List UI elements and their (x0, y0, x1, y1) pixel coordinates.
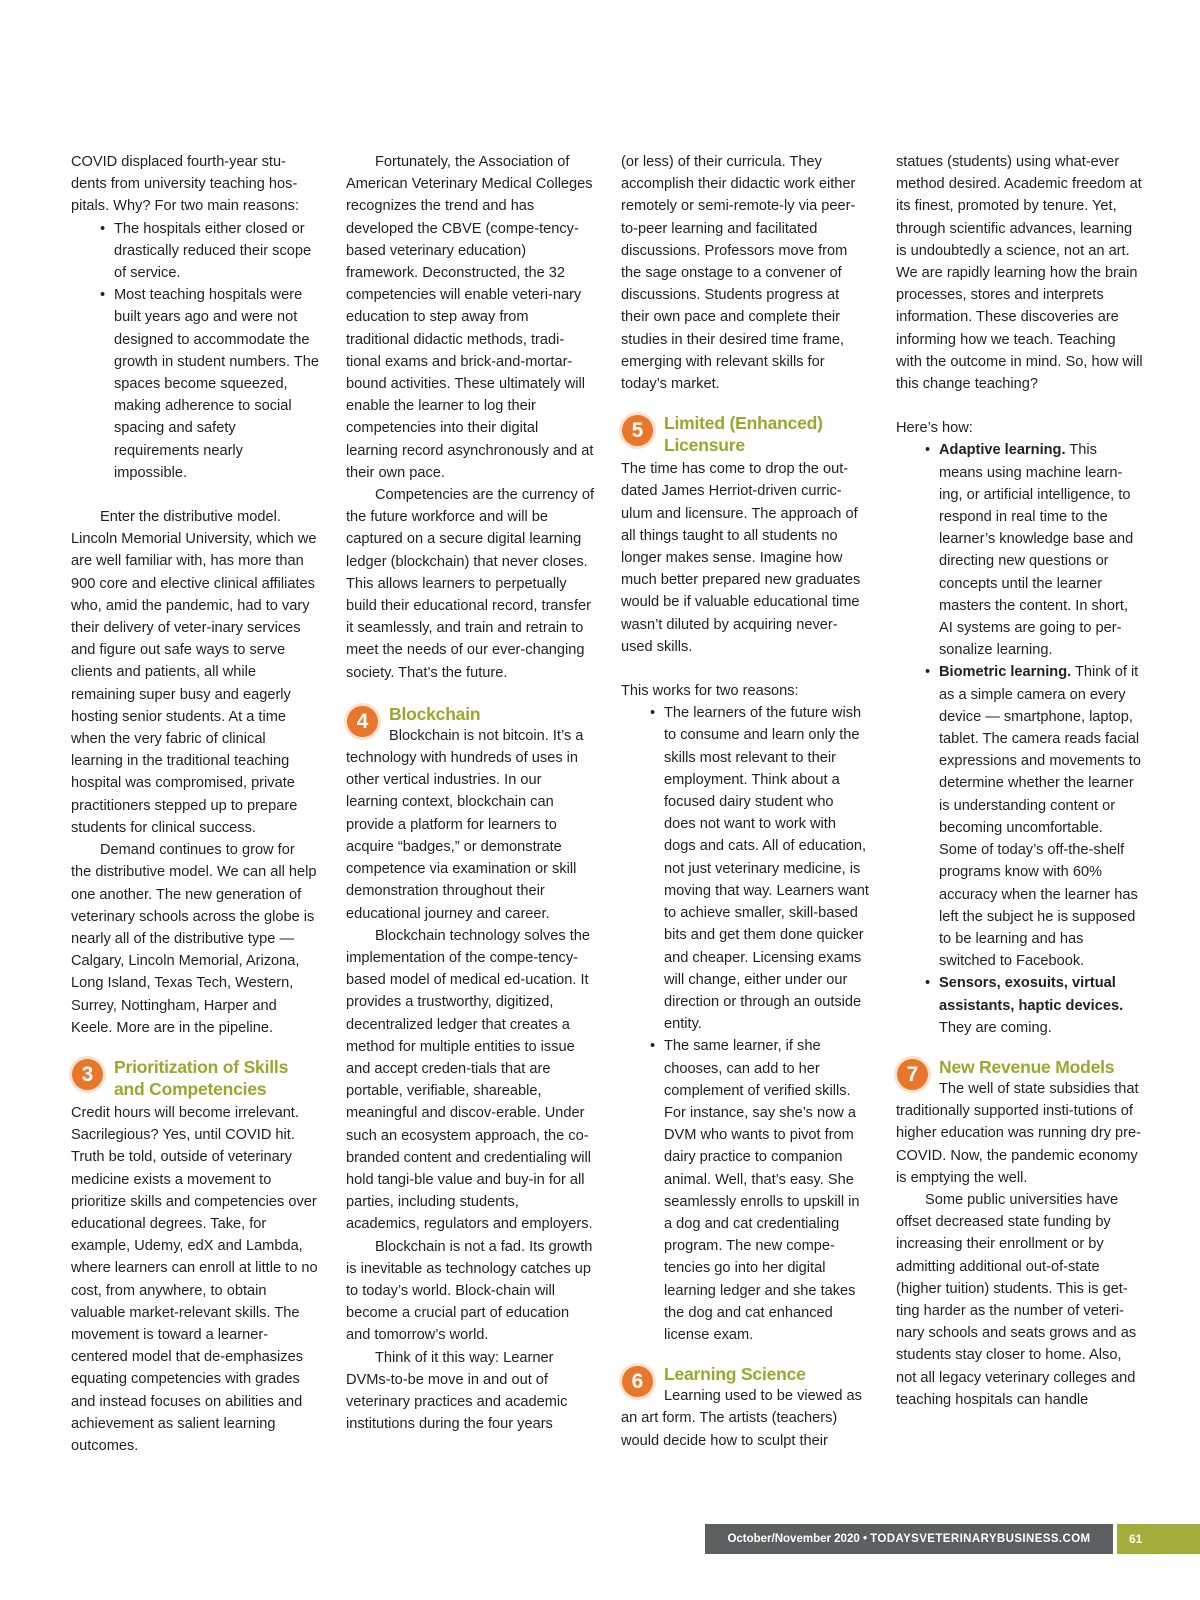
section-heading-6 (621, 1363, 869, 1394)
paragraph: Here’s how: (896, 420, 973, 437)
bullet-list (71, 218, 319, 484)
paragraph: Learning used to be viewed as an art form. The artists (teachers) would decide how to sculpt their (621, 1388, 862, 1449)
paragraph: Fortunately, the Association of American Veterinary Medical Colleges recognizes the trend and has developed the CBVE (compe-tency-based veterinary education) framework. Deconstructed, the 32 competencies will enable veteri-nary education to step away from traditional didactic methods, tradi-tional exams and brick-and-mortar-bound activities. These ultimately will enable the learner to log their competencies into their digital learning record asynchronously and at their own pace. (346, 154, 594, 481)
column-1 (71, 151, 319, 1457)
column-4 (896, 151, 1144, 1411)
section-title: New Revenue Models (939, 1056, 1115, 1077)
paragraph: The well of state subsidies that traditionally supported insti-tutions of higher education was running dry pre-COVID. Now, the pandemic economy is emptying the well. (896, 1080, 1141, 1186)
paragraph: Credit hours will become irrelevant. Sacrilegious? Yes, until COVID hit. Truth be told, outside of veterinary medicine exists a movement to prioritize skills and competencies over educational degrees. Take, for example, Udemy, edX and Lambda, where learners can enroll at little to no cost, from anywhere, to obtain valuable market-relevant skills. The movement is toward a learner-centered model that de-emphasizes equating competencies with grades and instead focuses on abilities and achievement as salient learning outcomes. (71, 1104, 318, 1454)
paragraph: Demand continues to grow for the distributive model. We can all help one another. The new generation of veterinary schools across the globe is nearly all of the distributive type — Calgary, Lincoln Memorial, Arizona, Long Island, Texas Tech, Western, Surrey, Nottingham, Harper and Keele. More are in the pipeline. (71, 842, 317, 1036)
bullet-lead: Adaptive learning. (939, 442, 1066, 459)
paragraph: Blockchain technology solves the implementation of the compe-tency-based model of medical ed-ucation. It provides a trustworthy, digitized, decentralized ledger that creates a method for multiple entities to issue and accept creden-tials that are portable, verifiable, shareable, meaningful and discov-erable. Under such an ecosystem approach, the co-branded content and credentialing will hold tangi-ble value and buy-in for all parties, including students, academics, regulators and employers. (346, 927, 593, 1233)
paragraph: Blockchain is not a fad. Its growth is inevitable as technology catches up to today’s world. Block-chain will become a crucial part of education and tomorrow’s world. (346, 1238, 593, 1344)
bullet-text: They are coming. (939, 1019, 1052, 1036)
bullet-text: Think of it as a simple camera on every device — smartphone, laptop, tablet. The camera reads facial expressions and movements to determine whether the learner is understanding content or becoming uncomfortable. Some of today’s off-the-shelf programs know with 60% accuracy when the learner has left the subject he is supposed to be learning and has switched to Facebook. (939, 664, 1141, 970)
paragraph: COVID displaced fourth-year stu-dents from university teaching hos-pitals. Why? For two main reasons: (71, 154, 299, 215)
bullet-list (896, 439, 1144, 1038)
section-title: Learning Science (664, 1364, 806, 1385)
website-link[interactable]: TODAYSVETERINARYBUSINESS.COM (870, 1533, 1091, 1545)
issue-date: October/November 2020 (727, 1533, 860, 1545)
page-number: 61 (1117, 1524, 1200, 1554)
section-number-badge: 7 (897, 1059, 928, 1090)
section-title: Limited (Enhanced) Licensure (664, 413, 823, 456)
list-item: • Most teaching hospitals were built years ago and were not designed to accommodate the growth in student numbers. The spaces become squeezed, making adherence to social spacing and safety requirements nearly impossible. (114, 284, 319, 484)
section-heading-7 (896, 1056, 1144, 1086)
section-heading-4 (346, 703, 594, 733)
paragraph: (or less) of their curricula. They accomplish their didactic work either remotely or semi-remote-ly via peer-to-peer learning and facilitated discussions. Professors move from the sage onstage to a convener of discussions. Students progress at their own pace and complete their studies in their desired time frame, emerging with relevant skills for today’s market. (621, 154, 856, 393)
list-item (939, 972, 1144, 1039)
section-number-badge: 4 (347, 706, 378, 737)
bullet-lead: Sensors, exosuits, virtual assistants, haptic devices. (939, 975, 1124, 1014)
bullet-lead: Biometric learning. (939, 664, 1072, 681)
section-number-badge: 6 (622, 1366, 653, 1397)
list-item (939, 661, 1144, 972)
paragraph: Some public universities have offset decreased state funding by increasing their enrollment or by admitting additional out-of-state (higher tuition) students. This is get-ting harder as the number of veteri-nary schools and seats grows and as students stay closer to home. Also, not all legacy veterinary colleges and teaching hospitals can handle (896, 1191, 1137, 1408)
list-item: • The hospitals either closed or drastically reduced their scope of service. (114, 218, 319, 285)
page-footer (705, 1524, 1200, 1554)
separator: • (859, 1533, 871, 1545)
paragraph: statues (students) using what-ever method desired. Academic freedom at its finest, promoted by tenure. Yet, through scientific advances, learning is undoubtedly a science, not an art. We are rapidly learning how the brain processes, stores and interprets information. These discoveries are informing how we teach. Teaching with the outcome in mind. So, how will this change teaching? (896, 154, 1143, 393)
section-number-badge: 3 (72, 1059, 103, 1090)
paragraph: Competencies are the currency of the future workforce and will be captured on a secure digital learning ledger (blockchain) that never closes. This allows learners to perpetually build their educational record, transfer it seamlessly, and train and retrain to meet the needs of our ever-changing society. That’s the future. (346, 487, 595, 681)
column-2 (346, 151, 594, 1435)
list-item (939, 439, 1144, 661)
paragraph: This works for two reasons: (621, 683, 799, 700)
paragraph: Think of it this way: Learner DVMs-to-be move in and out of veterinary practices and academic institutions during the four years (346, 1349, 568, 1433)
list-item: • The learners of the future wish to consume and learn only the skills most relevant to their employment. Think about a focused dairy student who does not want to work with dogs and cats. All of education, not just veterinary medicine, is moving that way. Learners want to achieve smaller, skill-based bits and get them done quicker and cheaper. Licensing exams will change, either under our direction or through an outside entity. (664, 702, 869, 1035)
column-3 (621, 151, 869, 1452)
list-item: • The same learner, if she chooses, can add to her complement of verified skills. For instance, say she’s now a DVM who wants to pivot from dairy practice to companion animal. Well, that’s easy. She seamlessly enrolls to upskill in a dog and cat credentialing program. The new compe-tencies go into her digital learning ledger and she takes the dog and cat enhanced license exam. (664, 1035, 869, 1346)
bullet-text: This means using machine learn-ing, or artificial intelligence, to respond in real time to the learner’s knowledge base and directing new questions or concepts until the learner masters the content. In short, AI systems are going to per-sonalize learning. (939, 442, 1134, 659)
section-number-badge: 5 (622, 415, 653, 446)
section-title: Blockchain (389, 703, 481, 724)
section-heading-5 (621, 412, 869, 456)
footer-bar (705, 1524, 1113, 1554)
bullet-list (621, 702, 869, 1346)
section-title: Prioritization of Skills and Competencies (114, 1056, 289, 1099)
paragraph: Blockchain is not bitcoin. It’s a technology with hundreds of uses in other vertical industries. In our learning context, blockchain can provide a platform for learners to acquire “badges,” or demonstrate competence via examination or skill demonstration throughout their educational journey and career. (346, 727, 584, 922)
paragraph: The time has come to drop the out-dated James Herriot-driven curric-ulum and licensure. The approach of all things taught to all students no longer makes sense. Imagine how much better prepared new graduates would be if valuable educational time wasn’t diluted by acquiring never-used skills. (621, 461, 861, 655)
section-heading-3 (71, 1056, 319, 1100)
paragraph: Enter the distributive model. Lincoln Memorial University, which we are well familiar with, has more than 900 core and elective clinical affiliates who, amid the pandemic, had to vary their delivery of veter-inary services and figure out safe ways to serve clients and patients, all while remaining super busy and eagerly hosting senior students. At a time when the very fabric of clinical learning in the traditional teaching hospital was compromised, private practitioners stepped up to prepare students for clinical success. (71, 509, 317, 836)
